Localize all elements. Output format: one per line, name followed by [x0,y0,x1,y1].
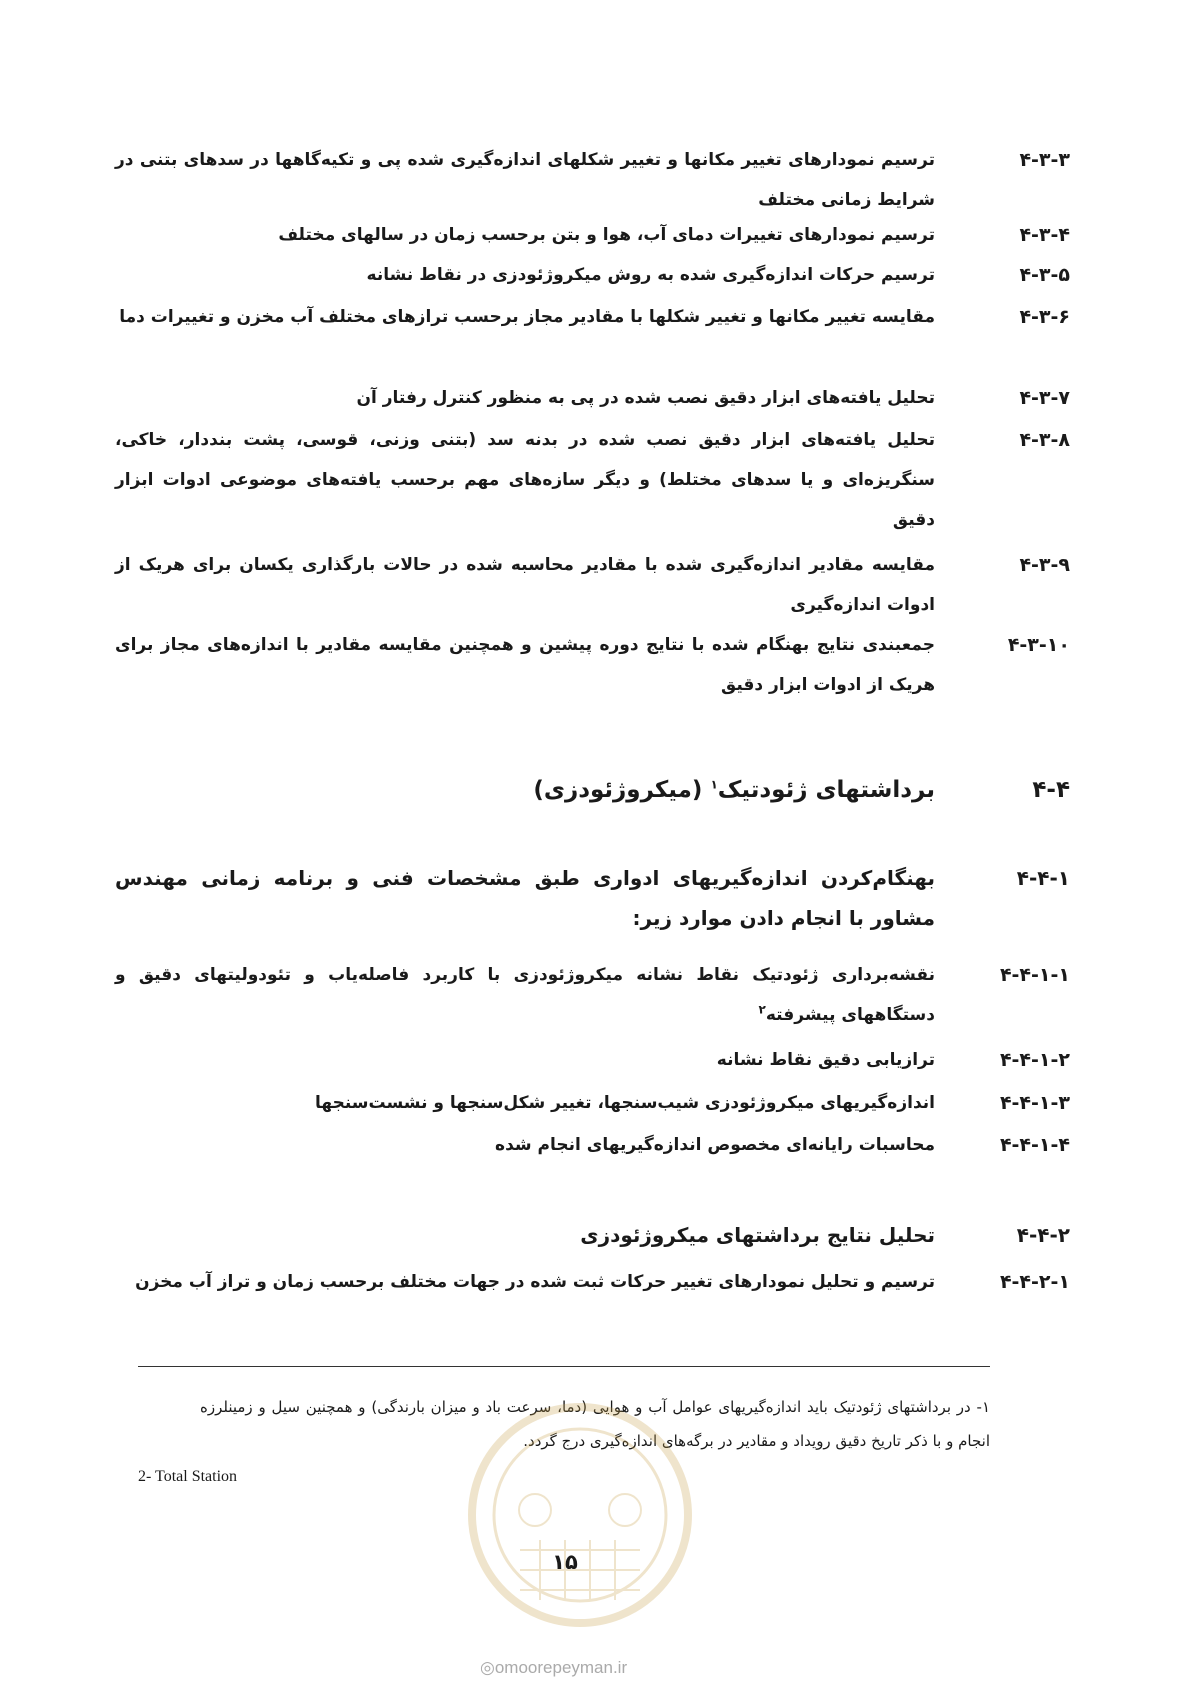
watermark-url [480,1658,627,1678]
item-text-body: نقشه‌برداری ژئودتیک نقاط نشانه میکروژئودزی با کاربرد فاصله‌یاب و تئودولیتهای دقیق و دستگاههای پیشرفته [115,965,935,1025]
section-title-suffix: (میکروژئودزی) [533,777,703,803]
item-text [115,955,935,1035]
item-text: جمعبندی نتایج بهنگام شده با نتایج دوره پیشین و همچنین مقایسه مقادیر با اندازه‌های مجاز برای هریک از ادوات ابزار دقیق [115,635,935,695]
subsection-title: بهنگام‌کردن اندازه‌گیریهای ادواری طبق مشخصات فنی و برنامه زمانی مهندس مشاور با انجام دادن موارد زیر: [115,866,935,930]
item-text: تحلیل یافته‌های ابزار دقیق نصب شده در پی به منظور کنترل رفتار آن [356,388,935,408]
list-item [115,378,1070,418]
section-title [115,770,935,810]
list-item [115,140,1070,220]
item-number: ۴-۴-۱-۴ [999,1134,1070,1156]
list-item [115,1262,1070,1342]
item-text: مقایسه تغییر مکانها و تغییر شکلها با مقادیر مجاز برحسب ترازهای مختلف آب مخزن و تغییرات دما [119,307,935,327]
item-text: ترسیم حرکات اندازه‌گیری شده به روش میکروژئودزی در نقاط نشانه [366,265,935,285]
item-number: ۴-۴-۲-۱ [999,1271,1070,1293]
globe-icon: ◎ [480,1658,495,1677]
list-item [115,955,1070,1035]
footnote-marker: ۲ [758,1002,766,1017]
item-text: ترسیم نمودارهای تغییر مکانها و تغییر شکلهای اندازه‌گیری شده پی و تکیه‌گاهها در سدهای بتنی در شرایط زمانی مختلف [115,150,935,210]
item-text: ترسیم نمودارهای تغییرات دمای آب، هوا و بتن برحسب زمان در سالهای مختلف [278,225,935,245]
item-number: ۴-۳-۳ [1019,149,1070,171]
item-text: محاسبات رایانه‌ای مخصوص اندازه‌گیریهای انجام شده [495,1135,935,1155]
subsection-heading [115,858,1070,940]
list-item [115,215,1070,255]
watermark-url-text: omoorepeyman.ir [494,1658,628,1677]
item-number: ۴-۳-۸ [1019,429,1070,451]
watermark-logo [465,1400,695,1630]
page-number: ۱۵ [552,1550,578,1574]
section-heading [115,770,1070,812]
list-item [115,625,1070,705]
list-item [115,420,1070,540]
item-number: ۴-۳-۴ [1019,224,1070,246]
footnote-2: 2- Total Station [138,1468,238,1485]
item-number: ۴-۴-۱-۲ [999,1049,1070,1071]
subsection-number: ۴-۴-۲ [1016,1223,1070,1247]
item-number: ۴-۳-۷ [1019,387,1070,409]
item-number: ۴-۳-۵ [1019,264,1070,286]
list-item [115,1083,1070,1123]
section-title-text: برداشتهای ژئودتیک [717,777,935,803]
list-item [115,297,1070,377]
list-item [115,1125,1070,1165]
item-text: مقایسه مقادیر اندازه‌گیری شده با مقادیر محاسبه شده در حالات بارگذاری یکسان برای هریک از ادوات اندازه‌گیری [115,555,935,615]
item-number: ۴-۳-۹ [1019,554,1070,576]
section-number: ۴-۴ [1032,777,1070,803]
item-text: تحلیل یافته‌های ابزار دقیق نصب شده در بدنه سد (بتنی وزنی، قوسی، پشت بنددار، خاکی، سنگریزه‌ای و یا سدهای مختلط) و دیگر سازه‌های مهم برحسب یافته‌های موضوعی ادوات ابزار دقیق [115,430,935,530]
item-number: ۴-۴-۱-۳ [999,1092,1070,1114]
item-text: ترسیم و تحلیل نمودارهای تغییر حرکات ثبت شده در جهات مختلف برحسب زمان و تراز آب مخزن [135,1272,935,1292]
item-number: ۴-۴-۱-۱ [999,964,1070,986]
list-item [115,545,1070,625]
footnote-marker: ۱ [710,777,718,792]
list-item [115,255,1070,295]
list-item [115,1040,1070,1080]
subsection-heading [115,1215,1070,1257]
subsection-number: ۴-۴-۱ [1016,866,1070,890]
footnote-separator [138,1366,990,1367]
item-number: ۴-۳-۶ [1019,306,1070,328]
footnote-1: ۱- در برداشتهای ژئودتیک باید اندازه‌گیریهای عوامل آب و هوایی (دما، سرعت باد و میزان بارندگی) و همچنین سیل و زمینلرزه انجام و با ذکر تاریخ دقیق رویداد و مقادیر در برگه‌های اندازه‌گیری درج گردد. [200,1398,990,1450]
subsection-title: تحلیل نتایج برداشتهای میکروژئودزی [580,1223,935,1247]
item-text: اندازه‌گیریهای میکروژئودزی شیب‌سنجها، تغییر شکل‌سنجها و نشست‌سنجها [315,1093,935,1113]
item-number: ۴-۳-۱۰ [1007,634,1070,656]
item-text: ترازیابی دقیق نقاط نشانه [716,1050,935,1070]
